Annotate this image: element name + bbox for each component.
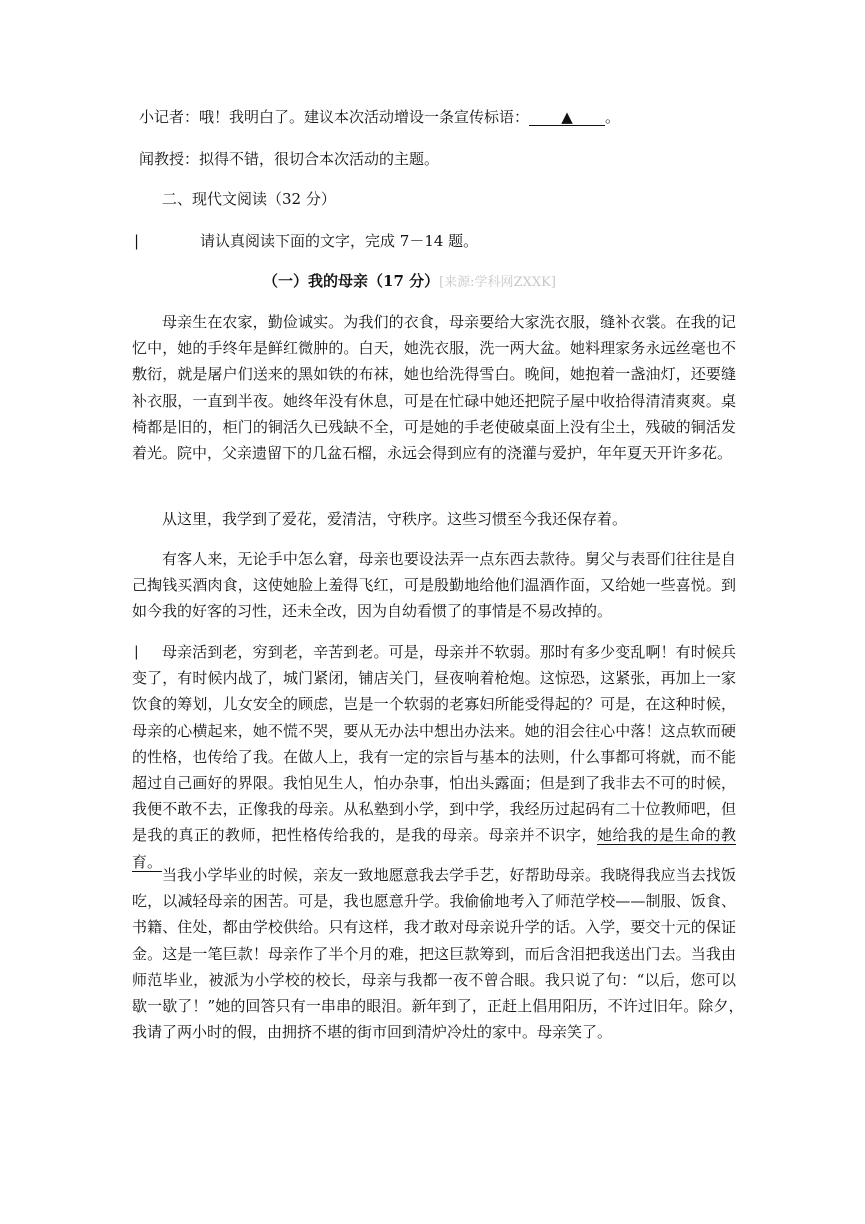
reporter-label: 小记者： — [139, 108, 200, 126]
instruction-text: 请认真阅读下面的文字，完成 7－14 题。 — [200, 232, 479, 250]
reporter-end: 。 — [605, 108, 621, 126]
reporter-line — [139, 106, 620, 128]
underlined-phrase: 她给我的是生命的教育。 — [132, 826, 736, 871]
paragraph-5: 当我小学毕业的时候，亲友一致地愿意我去学手艺，好帮助母亲。我晓得我应当去找饭吃，以减轻母亲的困苦。可是，我也愿意升学。我偷偷地考入了师范学校——制服、饭食、书籍、住处，都由学校供给。只有这样，我才敢对母亲说升学的话。入学，要交十元的保证金。这是一笔巨款！母亲作了半个月的难，把这巨款筹到，而后含泪把我送出门去。当我由师范毕业，被派为小学校的校长，母亲与我都一夜不曾合眼。我只说了句：“以后，您可以歇一歇了！”她的回答只有一串串的眼泪。新年到了，正赶上倡用阳历，不许过旧年。除夕， 我请了两小时的假，由拥挤不堪的街市回到清炉冷灶的家中。母亲笑了。 — [132, 866, 767, 1042]
article-title-line — [263, 270, 556, 294]
triangle-icon: ▲ — [561, 108, 573, 126]
paragraph-4 — [132, 639, 736, 875]
reporter-text: 哦！我明白了。建议本次活动增设一条宣传标语： — [199, 108, 530, 126]
paragraph-4-text: 母亲活到老，穷到老，辛苦到老。可是，母亲并不软弱。那时有多少变乱啊！有时候兵变了，有时候内战了，城门紧闭，铺店关门，昼夜响着枪炮。这惊恐，这紧张，再加上一家饮食的筹划，儿女安全的顾虑，岂是一个软弱的老寡妇所能受得起的？可是，在这种时候，母亲的心横起来，她不慌不哭，要从无办法中想出办法来。她的泪会往心中落！这点软而硬的性格，也传给了我。在做人上，我有一定的宗旨与基本的法则，什么事都可将就，而不能超过自己画好的界限。我怕见生人，怕办杂事，怕出头露面；但是到了我非去不可的时候，我便不敢不去，正像我的母亲。从私塾到小学，到中学，我经历过起码有二十位教师吧，但是我的真正的教师，把性格传给我的，是我的母亲。母亲并不识字， — [132, 643, 736, 845]
article-title: （一）我的母亲（17 分） — [263, 272, 440, 290]
instruction-marker: | — [134, 232, 140, 250]
paragraph-1: 母亲生在农家，勤俭诚实。为我们的衣食，母亲要给大家洗衣服，缝补衣裳。在我的记忆中，她的手终年是鲜红微肿的。白天，她洗衣服，洗一两大盆。她料理家务永远丝毫也不敷衍，就是屠户们送来的黑如铁的布袜，她也给洗得雪白。晚间，她抱着一盏油灯，还要缝补衣服，一直到半夜。她终年没有休息，可是在忙碌中她还把院子屋中收拾得清清爽爽。桌椅都是旧的，柜门的铜活久已残缺不全，可是她的手老使破桌面上没有尘土，残破的铜活发着光。院中，父亲遗留下的几盆石榴，永远会得到应有的浇灌与爱护，年年夏天开许多花。 — [132, 313, 736, 463]
section-heading: 二、现代文阅读（32 分） — [162, 190, 336, 208]
answer-blank — [529, 109, 605, 126]
paragraph-4-marker: | — [134, 644, 139, 660]
source-watermark: [来源:学科网ZXXK] — [439, 275, 556, 290]
professor-line: 闻教授：拟得不错，很切合本次活动的主题。 — [139, 150, 440, 168]
paragraph-3: 有客人来，无论手中怎么窘，母亲也要设法弄一点东西去款待。舅父与表哥们往往是自己掏钱买酒肉食，这使她脸上羞得飞红，可是殷勤地给他们温酒作面，又给她一些喜悦。到如今我的好客的习性，还未全改，因为自幼看惯了的事情是不易改掉的。 — [132, 550, 736, 621]
paragraph-2: 从这里，我学到了爱花，爱清洁，守秩序。这些习惯至今我还保存着。 — [162, 510, 628, 528]
